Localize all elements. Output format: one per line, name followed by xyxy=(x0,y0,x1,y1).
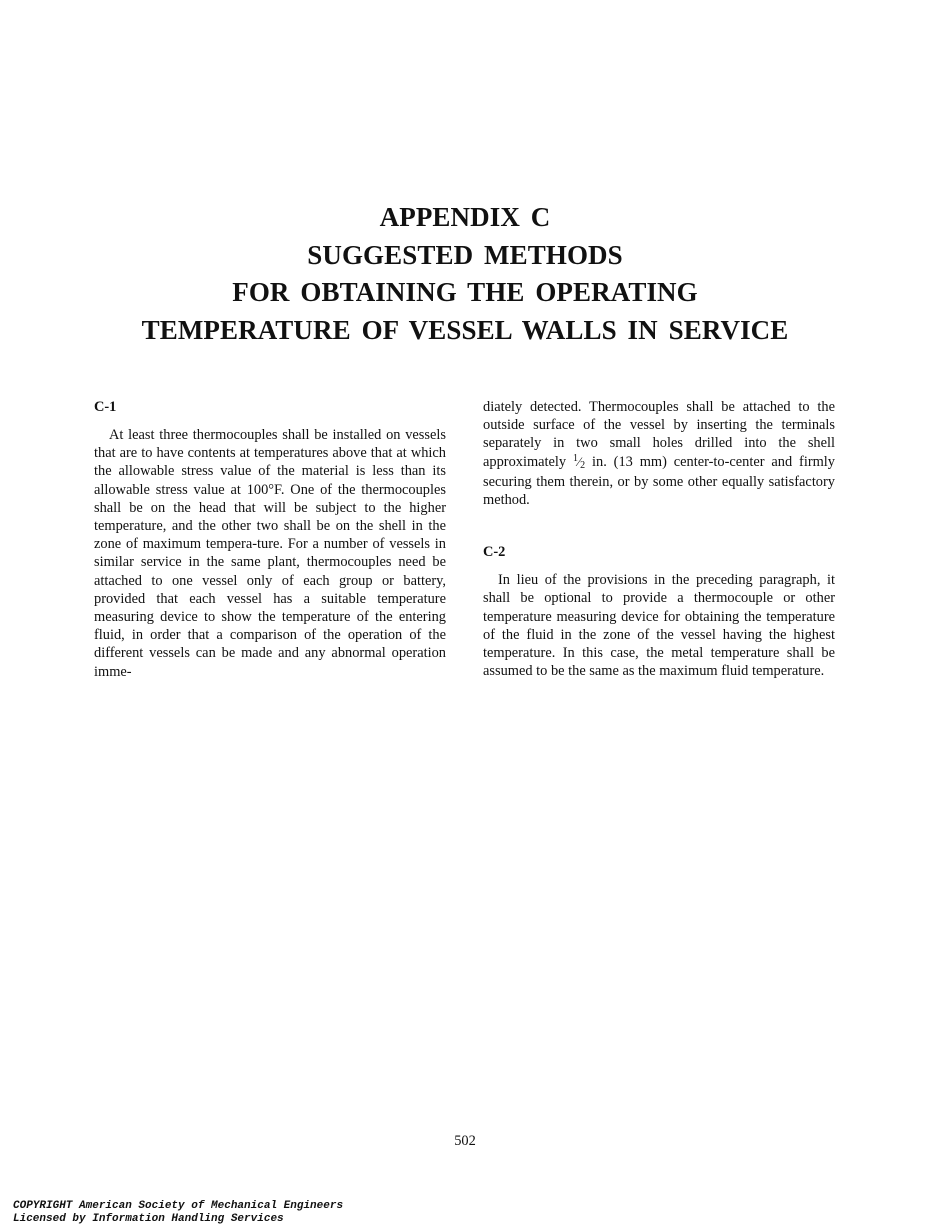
copyright-notice xyxy=(13,1200,343,1226)
continuation-text-start: diately detected. Thermocouples shall be attached to the outside surface of the vessel by inserting the terminals separately in two small holes drilled into the shell approximately xyxy=(483,399,835,470)
title-line-appendix: APPENDIX C xyxy=(379,202,551,232)
half-fraction: 1⁄2 xyxy=(572,452,586,471)
section-c1-continuation xyxy=(483,398,835,509)
left-column xyxy=(94,398,446,681)
fraction-denominator: 2 xyxy=(580,459,586,471)
section-heading-c1: C-1 xyxy=(94,399,117,415)
title-line-temperature: TEMPERATURE OF VESSEL WALLS IN SERVICE xyxy=(141,314,789,345)
title-line-suggested-methods: SUGGESTED METHODS xyxy=(307,239,623,270)
right-column xyxy=(483,398,835,680)
copyright-line-2: Licensed by Information Handling Services xyxy=(13,1213,284,1225)
section-c2-paragraph: In lieu of the provisions in the preceding paragraph, it shall be optional to provide a thermocouple or other temperature measuring device for obtaining the temperature of the fluid in the zone of the vessel having the highest temperature. In this case, the metal temperature shall be assumed to be the same as the maximum fluid temperature. xyxy=(483,572,835,680)
copyright-line-1: COPYRIGHT American Society of Mechanical Engineers xyxy=(13,1200,344,1212)
section-c1-paragraph: At least three thermocouples shall be installed on vessels that are to have contents at temperatures above that at which the allowable stress value of the material is less than its allowable stress value at 100°F. One of the thermocouples shall be on the head that will be subject to the higher temperature, and the other two shall be on the shell in the zone of maximum tempera-ture. For a number of vessels in similar service in the same plant, thermocouples need be attached to one vessel only of each group or battery, provided that each vessel has a suitable temperature measuring device to show the temperature of the entering fluid, in order that a comparison of the operation of the different vessels can be made and any abnormal operation imme- xyxy=(94,427,446,680)
continuation-text-end: in. (13 mm) center-to-center and firmly securing them therein, or by some other equally satisfactory method. xyxy=(483,453,835,509)
page-number: 502 xyxy=(454,1133,476,1149)
title-line-obtaining: FOR OBTAINING THE OPERATING xyxy=(232,277,698,307)
appendix-title xyxy=(0,199,930,349)
fraction-numerator: 1 xyxy=(572,452,578,464)
section-heading-c2: C-2 xyxy=(483,544,506,561)
